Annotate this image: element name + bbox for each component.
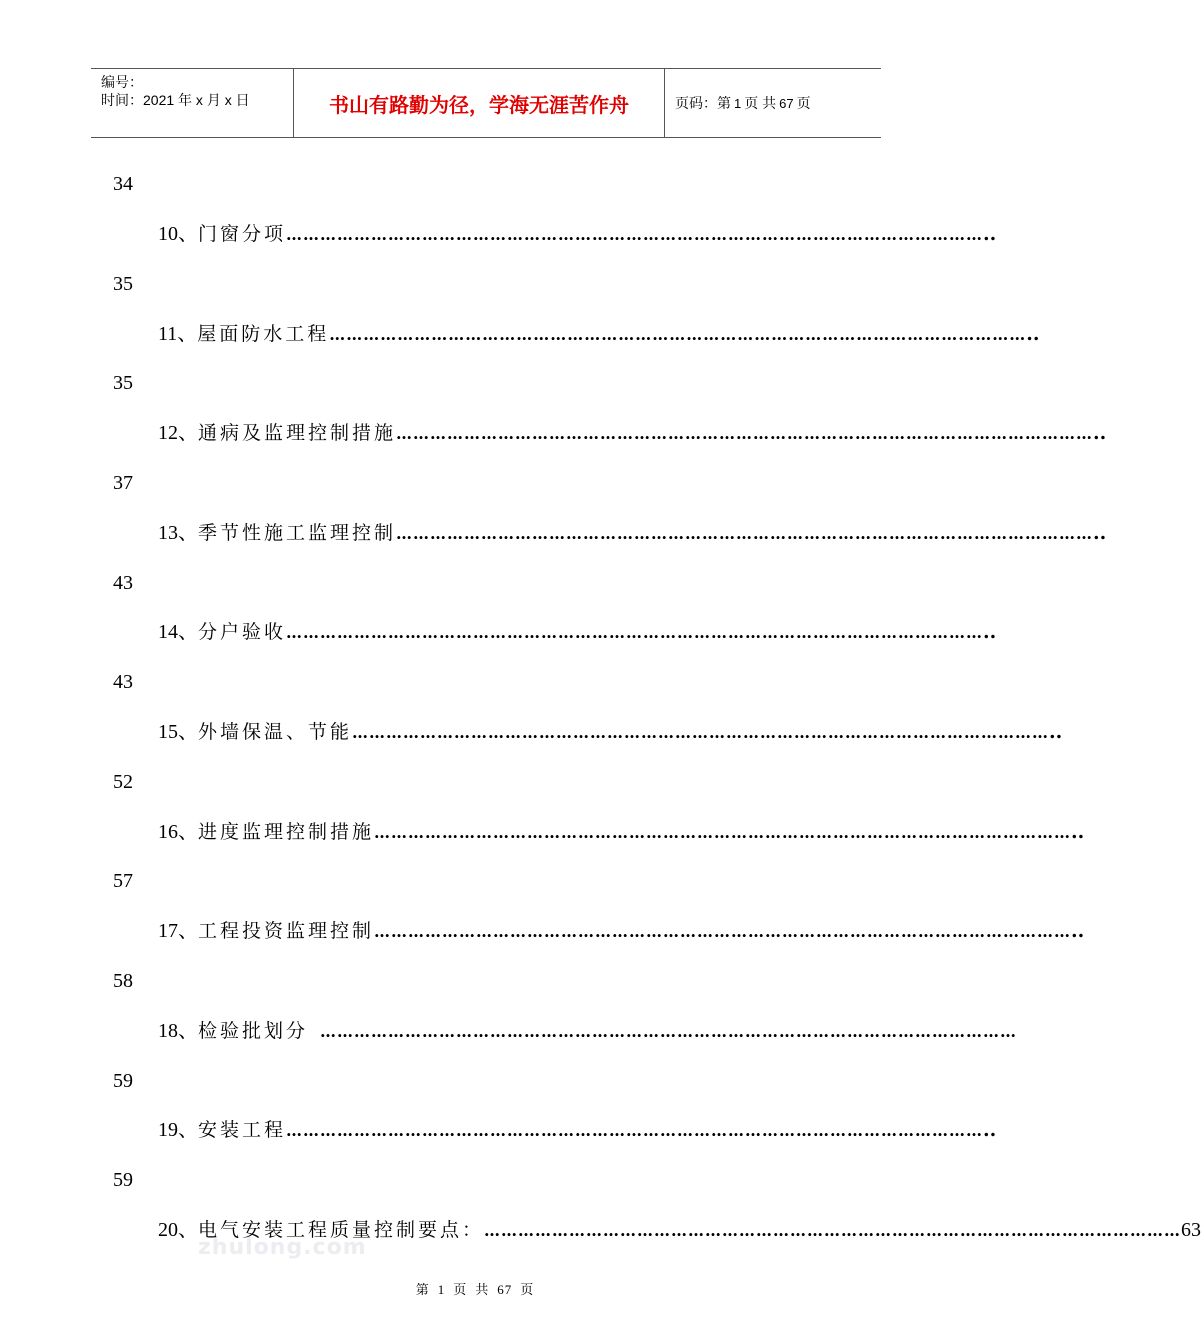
toc-entry-number: 16、: [158, 820, 198, 843]
toc-entry-title: 通病及监理控制措施: [198, 422, 397, 445]
toc-entry-number: 17、: [158, 920, 198, 943]
toc-leader-dots: ……………………………………………………………………………………………………………: [320, 1021, 1018, 1041]
toc-leader-end: ..: [983, 223, 997, 245]
header-number-label: 编号：: [101, 74, 143, 90]
toc-entry-number: 12、: [158, 422, 198, 445]
page-header: [91, 68, 881, 138]
toc-leader-dots: ……………………………………………………………………………………………………………: [374, 822, 1072, 842]
header-page-mid: 页 共: [744, 95, 777, 111]
header-page-num: 1: [734, 95, 742, 111]
toc-leader-dots: ……………………………………………………………………………………………………………: [286, 225, 984, 244]
toc-leader-end: ..: [1093, 422, 1107, 445]
toc-entry-number: 14、: [158, 621, 198, 644]
header-page-label: 页码：第: [675, 95, 731, 111]
toc-leader-end: ..: [1026, 322, 1040, 345]
toc-leader-end: ..: [1049, 721, 1063, 743]
header-motto: 书山有路勤为径，学海无涯苦作舟: [293, 69, 665, 137]
toc-leader-dots: ……………………………………………………………………………………………………………: [484, 1221, 1182, 1240]
footer-ye: 页: [453, 1282, 468, 1297]
toc-leader-end: ..: [1071, 820, 1085, 843]
toc-entry-title: 进度监理控制措施: [198, 820, 375, 843]
footer-page: 1: [437, 1282, 446, 1297]
toc-leader-end: ..: [983, 1119, 997, 1142]
toc-page-number: 43: [113, 571, 133, 594]
toc-entry-number: 19、: [158, 1119, 198, 1142]
toc-leader-dots: ……………………………………………………………………………………………………………: [329, 324, 1027, 344]
toc-page-number: 43: [113, 671, 133, 694]
toc-page-number: 37: [113, 472, 133, 494]
toc-page-number: 58: [113, 970, 133, 992]
toc-entry[interactable]: [158, 620, 997, 645]
header-page-total: 67: [779, 95, 794, 111]
toc-page-number: 52: [113, 770, 133, 793]
toc-entry[interactable]: [158, 222, 997, 247]
toc-leader-dots: ……………………………………………………………………………………………………………: [396, 523, 1094, 543]
toc-leader-end: ..: [1071, 920, 1085, 943]
toc-entry[interactable]: [158, 421, 1107, 446]
footer-di: 第: [415, 1282, 430, 1297]
toc-entry[interactable]: [158, 1019, 1018, 1044]
header-meta: [91, 69, 293, 137]
toc-entry[interactable]: [158, 820, 1085, 845]
toc-page-number: 59: [113, 1169, 133, 1192]
footer-ye2: 页: [520, 1282, 535, 1297]
header-time-label: 时间：2021 年 x 月 x 日: [101, 92, 250, 108]
toc-entry-number: 13、: [158, 521, 198, 544]
toc-page-number: 35: [113, 372, 133, 395]
toc-page-number: 35: [113, 272, 133, 295]
toc-entry-title: 屋面防水工程: [197, 322, 330, 345]
header-page-end: 页: [796, 95, 811, 111]
toc-leader-end: ..: [983, 621, 997, 644]
toc-entry-title: 安装工程: [198, 1119, 287, 1142]
toc-leader-dots: ……………………………………………………………………………………………………………: [374, 922, 1072, 942]
toc-entry[interactable]: [158, 1118, 997, 1143]
watermark: zhulong.com: [198, 1235, 367, 1260]
toc-entry-page: 63: [1181, 1219, 1201, 1241]
toc-leader-dots: ……………………………………………………………………………………………………………: [286, 623, 984, 643]
page-footer: [0, 1279, 950, 1298]
toc-entry-title: 季节性施工监理控制: [198, 521, 397, 544]
toc-entry[interactable]: [158, 720, 1063, 745]
toc-entry-number: 11、: [158, 322, 198, 345]
toc-entry-number: 18、: [158, 1019, 198, 1042]
toc-entry-title: 工程投资监理控制: [198, 920, 375, 943]
toc-entry[interactable]: [158, 919, 1085, 944]
toc-leader-dots: ……………………………………………………………………………………………………………: [286, 1121, 984, 1141]
toc-leader-dots: ……………………………………………………………………………………………………………: [352, 723, 1050, 742]
toc-page-number: 34: [113, 173, 133, 195]
footer-total: 67: [497, 1282, 513, 1297]
toc-leader-end: ..: [1093, 521, 1107, 544]
toc-page-number: 59: [113, 1069, 133, 1092]
toc-entry-title: 电气安装工程质量控制要点：: [198, 1219, 485, 1241]
toc-entry-title: 分户验收: [198, 621, 287, 644]
toc-entry-number: 15、: [158, 721, 198, 743]
toc-entry-title: 检验批划分: [198, 1019, 309, 1042]
toc-entry-number: 20、: [158, 1219, 198, 1241]
toc-leader-dots: ……………………………………………………………………………………………………………: [396, 424, 1094, 444]
toc-entry-title: 外墙保温、节能: [198, 721, 353, 743]
toc-entry[interactable]: [158, 322, 1040, 347]
header-page-info: [665, 69, 881, 137]
toc-entry-title: 门窗分项: [198, 223, 287, 245]
toc-entry-number: 10、: [158, 223, 198, 245]
footer-gong: 共: [475, 1282, 490, 1297]
toc-page-number: 57: [113, 870, 133, 893]
toc-entry[interactable]: [158, 521, 1107, 546]
